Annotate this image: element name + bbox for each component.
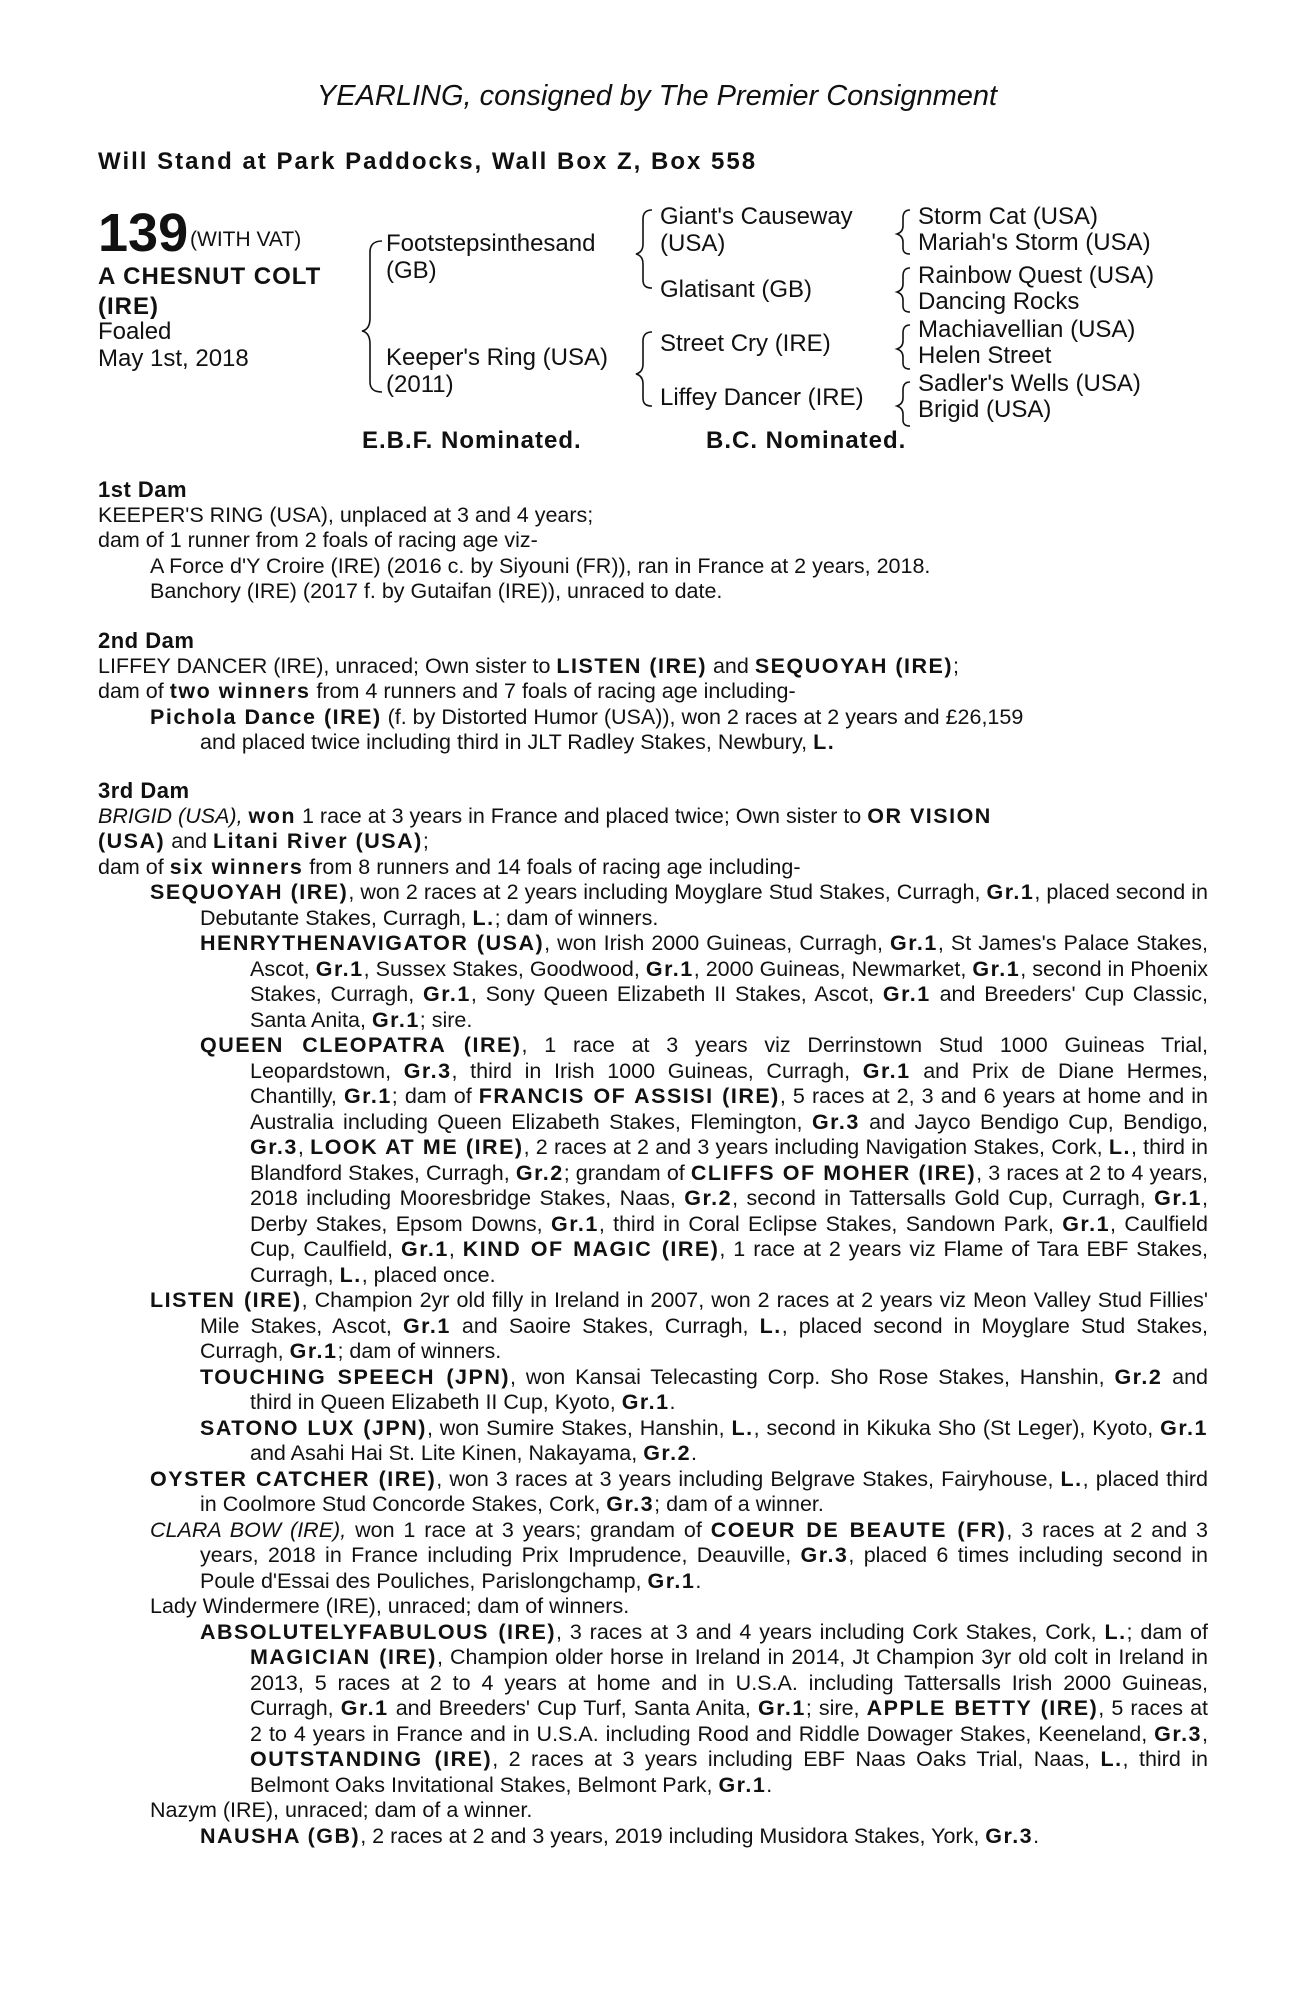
lot-description: A CHESNUT COLT (IRE) xyxy=(98,263,322,320)
pedigree-sire-sire: Giant's Causeway (USA) xyxy=(660,203,853,257)
second-dam-produce: Pichola Dance (IRE) (f. by Distorted Humor (USA)), won 2 races at 2 years and £26,159 and placed twice including third in JLT Radley Stakes, Newbury, L. xyxy=(150,704,1024,754)
second-dam-section xyxy=(98,628,1208,756)
first-dam-section xyxy=(98,477,1208,605)
first-dam-heading: 1st Dam xyxy=(98,477,188,502)
pedigree-g5: Machiavellian (USA) xyxy=(918,316,1136,343)
foaled-label: Foaled xyxy=(98,318,172,345)
first-dam-line: KEEPER'S RING (USA), unplaced at 3 and 4 years; xyxy=(98,502,594,527)
lot-number: 139 xyxy=(98,203,189,263)
pedigree-dam-dam: Liffey Dancer (IRE) xyxy=(660,384,864,411)
produce-clara-bow: CLARA BOW (IRE), won 1 race at 3 years; grandam of COEUR DE BEAUTE (FR), 3 races at 2 and 3 years, 2018 in France including Prix Imprudence, Deauville, Gr.3, placed 6 times including second in Poule d'Essai des Pouliches, Parislongchamp, Gr.1. xyxy=(150,1517,1208,1593)
second-dam-line: LIFFEY DANCER (IRE), unraced; Own sister to LISTEN (IRE) and SEQUOYAH (IRE); xyxy=(98,653,960,678)
produce-touching-speech: TOUCHING SPEECH (JPN), won Kansai Telecasting Corp. Sho Rose Stakes, Hanshin, Gr.2 and third in Queen Elizabeth II Cup, Kyoto, Gr.1. xyxy=(200,1364,1209,1414)
produce-satono-lux: SATONO LUX (JPN), won Sumire Stakes, Hanshin, L., second in Kikuka Sho (St Leger), Kyoto, Gr.1 and Asahi Hai St. Lite Kinen, Nakayama, Gr.2. xyxy=(200,1415,1208,1465)
second-dam-heading: 2nd Dam xyxy=(98,628,195,653)
first-dam-produce: A Force d'Y Croire (IRE) (2016 c. by Siyouni (FR)), ran in France at 2 years, 2018. xyxy=(150,553,931,578)
produce-nausha: NAUSHA (GB), 2 races at 2 and 3 years, 2019 including Musidora Stakes, York, Gr.3. xyxy=(200,1823,1040,1848)
third-dam-heading: 3rd Dam xyxy=(98,778,190,803)
ebf-nominated: E.B.F. Nominated. xyxy=(362,427,582,454)
first-dam-line: dam of 1 runner from 2 foals of racing age viz- xyxy=(98,528,538,552)
produce-queen-cleopatra: QUEEN CLEOPATRA (IRE), 1 race at 3 years viz Derrinstown Stud 1000 Guineas Trial, Leopardstown, Gr.3, third in Irish 1000 Guineas, Curragh, Gr.1 and Prix de Diane Hermes, Chantilly, Gr.1; dam of FRANCIS OF ASSISI (IRE), 5 races at 2, 3 and 6 years at home and in Australia including Queen Elizabeth Stakes, Flemington, Gr.3 and Jayco Bendigo Cup, Bendigo, Gr.3, LOOK AT ME (IRE), 2 races at 2 and 3 years including Navigation Stakes, Cork, L., third in Blandford Stakes, Curragh, Gr.2; grandam of CLIFFS OF MOHER (IRE), 3 races at 2 to 4 years, 2018 including Mooresbridge Stakes, Naas, Gr.2, second in Tattersalls Gold Cup, Curragh, Gr.1, Derby Stakes, Epsom Downs, Gr.1, third in Coral Eclipse Stakes, Sandown Park, Gr.1, Caulfield Cup, Caulfield, Gr.1, KIND OF MAGIC (IRE), 1 race at 2 years viz Flame of Tara EBF Stakes, Curragh, L., placed once. xyxy=(200,1033,1209,1287)
produce-sequoyah: SEQUOYAH (IRE), won 2 races at 2 years including Moyglare Stud Stakes, Curragh, Gr.1, placed second in Debutante Stakes, Curragh, L.; dam of winners. xyxy=(150,880,1208,930)
produce-absolutelyfabulous: ABSOLUTELYFABULOUS (IRE), 3 races at 3 and 4 years including Cork Stakes, Cork, L.; dam of MAGICIAN (IRE), Champion older horse in Ireland in 2014, Jt Champion 3yr old colt in Ireland in 2013, 5 races at 2 to 4 years at home and in U.S.A. including Tattersalls Irish 2000 Guineas, Curragh, Gr.1 and Breeders' Cup Turf, Santa Anita, Gr.1; sire, APPLE BETTY (IRE), 5 races at 2 to 4 years in France and in U.S.A. including Rood and Riddle Dowager Stakes, Keeneland, Gr.3, OUTSTANDING (IRE), 2 races at 3 years including EBF Naas Oaks Trial, Naas, L., third in Belmont Oaks Invitational Stakes, Belmont Park, Gr.1. xyxy=(200,1619,1209,1797)
pedigree-g6: Helen Street xyxy=(918,342,1052,369)
pedigree-dam-sire: Street Cry (IRE) xyxy=(660,330,831,357)
produce-henrythenavigator: HENRYTHENAVIGATOR (USA), won Irish 2000 Guineas, Curragh, Gr.1, St James's Palace Stakes, Ascot, Gr.1, Sussex Stakes, Goodwood, Gr.1, 2000 Guineas, Newmarket, Gr.1, second in Phoenix Stakes, Curragh, Gr.1, Sony Queen Elizabeth II Stakes, Ascot, Gr.1 and Breeders' Cup Classic, Santa Anita, Gr.1; sire. xyxy=(200,931,1209,1032)
stand-location: Will Stand at Park Paddocks, Wall Box Z, Box 558 xyxy=(98,148,758,175)
third-dam-section xyxy=(98,778,1208,1849)
pedigree-dam: Keeper's Ring (USA) (2011) xyxy=(386,344,608,398)
pedigree-g7: Sadler's Wells (USA) xyxy=(918,370,1141,397)
catalogue-header-title: YEARLING, consigned by The Premier Consignment xyxy=(316,80,998,112)
third-dam-intro: BRIGID (USA), won 1 race at 3 years in France and placed twice; Own sister to OR VISION (USA) and Litani River (USA); xyxy=(98,803,992,853)
pedigree-g4: Dancing Rocks xyxy=(918,288,1080,315)
pedigree-g3: Rainbow Quest (USA) xyxy=(918,262,1155,289)
pedigree-g8: Brigid (USA) xyxy=(918,396,1052,423)
pedigree-sire-dam: Glatisant (GB) xyxy=(660,276,813,303)
first-dam-produce: Banchory (IRE) (2017 f. by Gutaifan (IRE)), unraced to date. xyxy=(150,579,723,603)
pedigree-g2: Mariah's Storm (USA) xyxy=(918,229,1151,256)
produce-lady-windermere: Lady Windermere (IRE), unraced; dam of winners. xyxy=(150,1594,630,1618)
second-dam-line: dam of two winners from 4 runners and 7 foals of racing age including- xyxy=(98,679,796,703)
vat-label: (WITH VAT) xyxy=(190,228,302,251)
produce-listen: LISTEN (IRE), Champion 2yr old filly in Ireland in 2007, won 2 races at 2 years viz Meon Valley Stud Fillies' Mile Stakes, Ascot, Gr.1 and Saoire Stakes, Curragh, L., placed second in Moyglare Stud Stakes, Curragh, Gr.1; dam of winners. xyxy=(150,1288,1208,1363)
bc-nominated: B.C. Nominated. xyxy=(706,427,907,454)
pedigree-sire: Footstepsinthesand (GB) xyxy=(386,230,596,284)
produce-nazym: Nazym (IRE), unraced; dam of a winner. xyxy=(150,1798,533,1822)
third-dam-record: dam of six winners from 8 runners and 14 foals of racing age including- xyxy=(98,854,801,879)
pedigree-g1: Storm Cat (USA) xyxy=(918,203,1099,230)
produce-oyster-catcher: OYSTER CATCHER (IRE), won 3 races at 3 years including Belgrave Stakes, Fairyhouse, L., placed third in Coolmore Stud Concorde Stakes, Cork, Gr.3; dam of a winner. xyxy=(150,1466,1208,1516)
foaled-date: May 1st, 2018 xyxy=(98,345,249,372)
